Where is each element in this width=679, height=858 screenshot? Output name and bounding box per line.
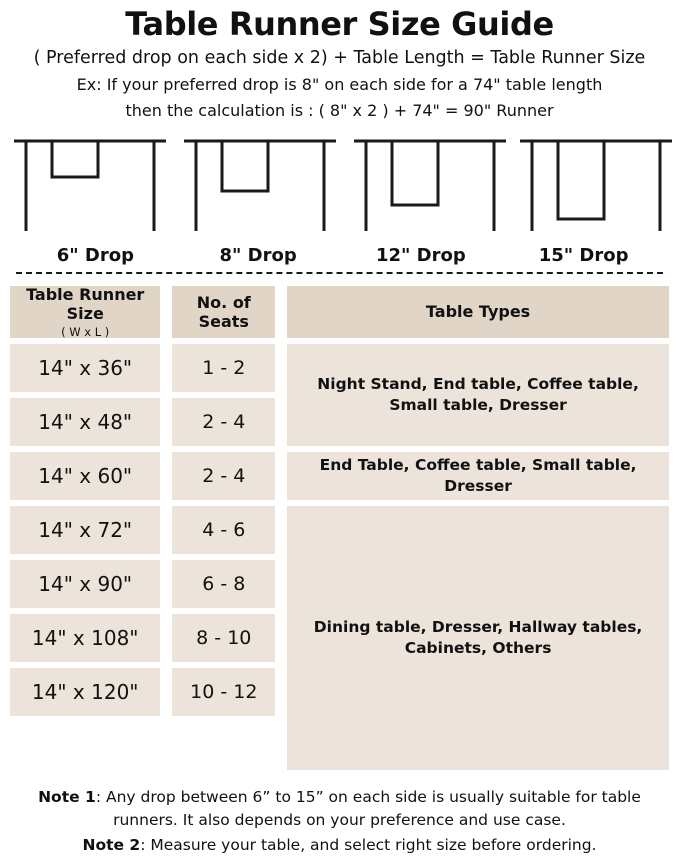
table-row: Dining table, Dresser, Hallway tables, Cabinets, Others <box>287 506 669 770</box>
table-row: 14" x 48" <box>10 398 160 446</box>
table-row: 6 - 8 <box>172 560 275 608</box>
note-1-label: Note 1 <box>38 787 96 806</box>
header-runner-size <box>10 286 160 338</box>
drop-label-12: 12" Drop <box>375 244 466 266</box>
table-row: 14" x 90" <box>10 560 160 608</box>
header-runner-size-sub: ( W x L ) <box>61 324 110 339</box>
table-row: 2 - 4 <box>172 452 275 500</box>
table-row: 14" x 108" <box>10 614 160 662</box>
drop-label-6: 6" Drop <box>56 244 134 266</box>
drop-label-15: 15" Drop <box>538 244 629 266</box>
table-runner-size-guide-page <box>0 5 679 855</box>
table-row: 8 - 10 <box>172 614 275 662</box>
notes-section <box>12 786 667 858</box>
example-line-2: then the calculation is : ( 8" x 2 ) + 74" = 90" Runner <box>125 101 554 121</box>
page-title: Table Runner Size Guide <box>125 5 554 43</box>
note-2-text: : Measure your table, and select right size before ordering. <box>140 836 597 855</box>
note-1-text: : Any drop between 6” to 15” on each side is usually suitable for table runners. It also depends on your preference and use case. <box>95 787 641 830</box>
drop-label-row <box>14 243 665 266</box>
column-seats <box>172 286 275 776</box>
header-runner-size-label: Table Runner Size <box>26 284 145 323</box>
table-row: 2 - 4 <box>172 398 275 446</box>
dashed-divider <box>16 272 663 274</box>
table-row: 1 - 2 <box>172 344 275 392</box>
column-runner-size <box>10 286 160 776</box>
table-row: 14" x 72" <box>10 506 160 554</box>
note-2-label: Note 2 <box>82 836 141 855</box>
header-seats-label: No. of Seats <box>196 292 251 331</box>
header-seats <box>172 286 275 338</box>
header-table-types-label: Table Types <box>425 302 531 322</box>
table-row: End Table, Coffee table, Small table, Dresser <box>287 452 669 500</box>
size-table <box>10 286 669 776</box>
drop-diagram <box>0 131 679 274</box>
formula-line: ( Preferred drop on each side x 2) + Table Length = Table Runner Size <box>33 47 646 68</box>
table-row: 14" x 36" <box>10 344 160 392</box>
table-row: Night Stand, End table, Coffee table, Small table, Dresser <box>287 344 669 446</box>
table-row: 14" x 60" <box>10 452 160 500</box>
header-table-types <box>287 286 669 338</box>
example-line-1: Ex: If your preferred drop is 8" on each side for a 74" table length <box>76 74 603 94</box>
note-2 <box>12 834 667 857</box>
column-table-types <box>287 286 669 776</box>
table-with-runner-icon <box>6 131 673 239</box>
table-row: 14" x 120" <box>10 668 160 716</box>
table-row: 4 - 6 <box>172 506 275 554</box>
drop-label-8: 8" Drop <box>219 244 297 266</box>
table-row: 10 - 12 <box>172 668 275 716</box>
